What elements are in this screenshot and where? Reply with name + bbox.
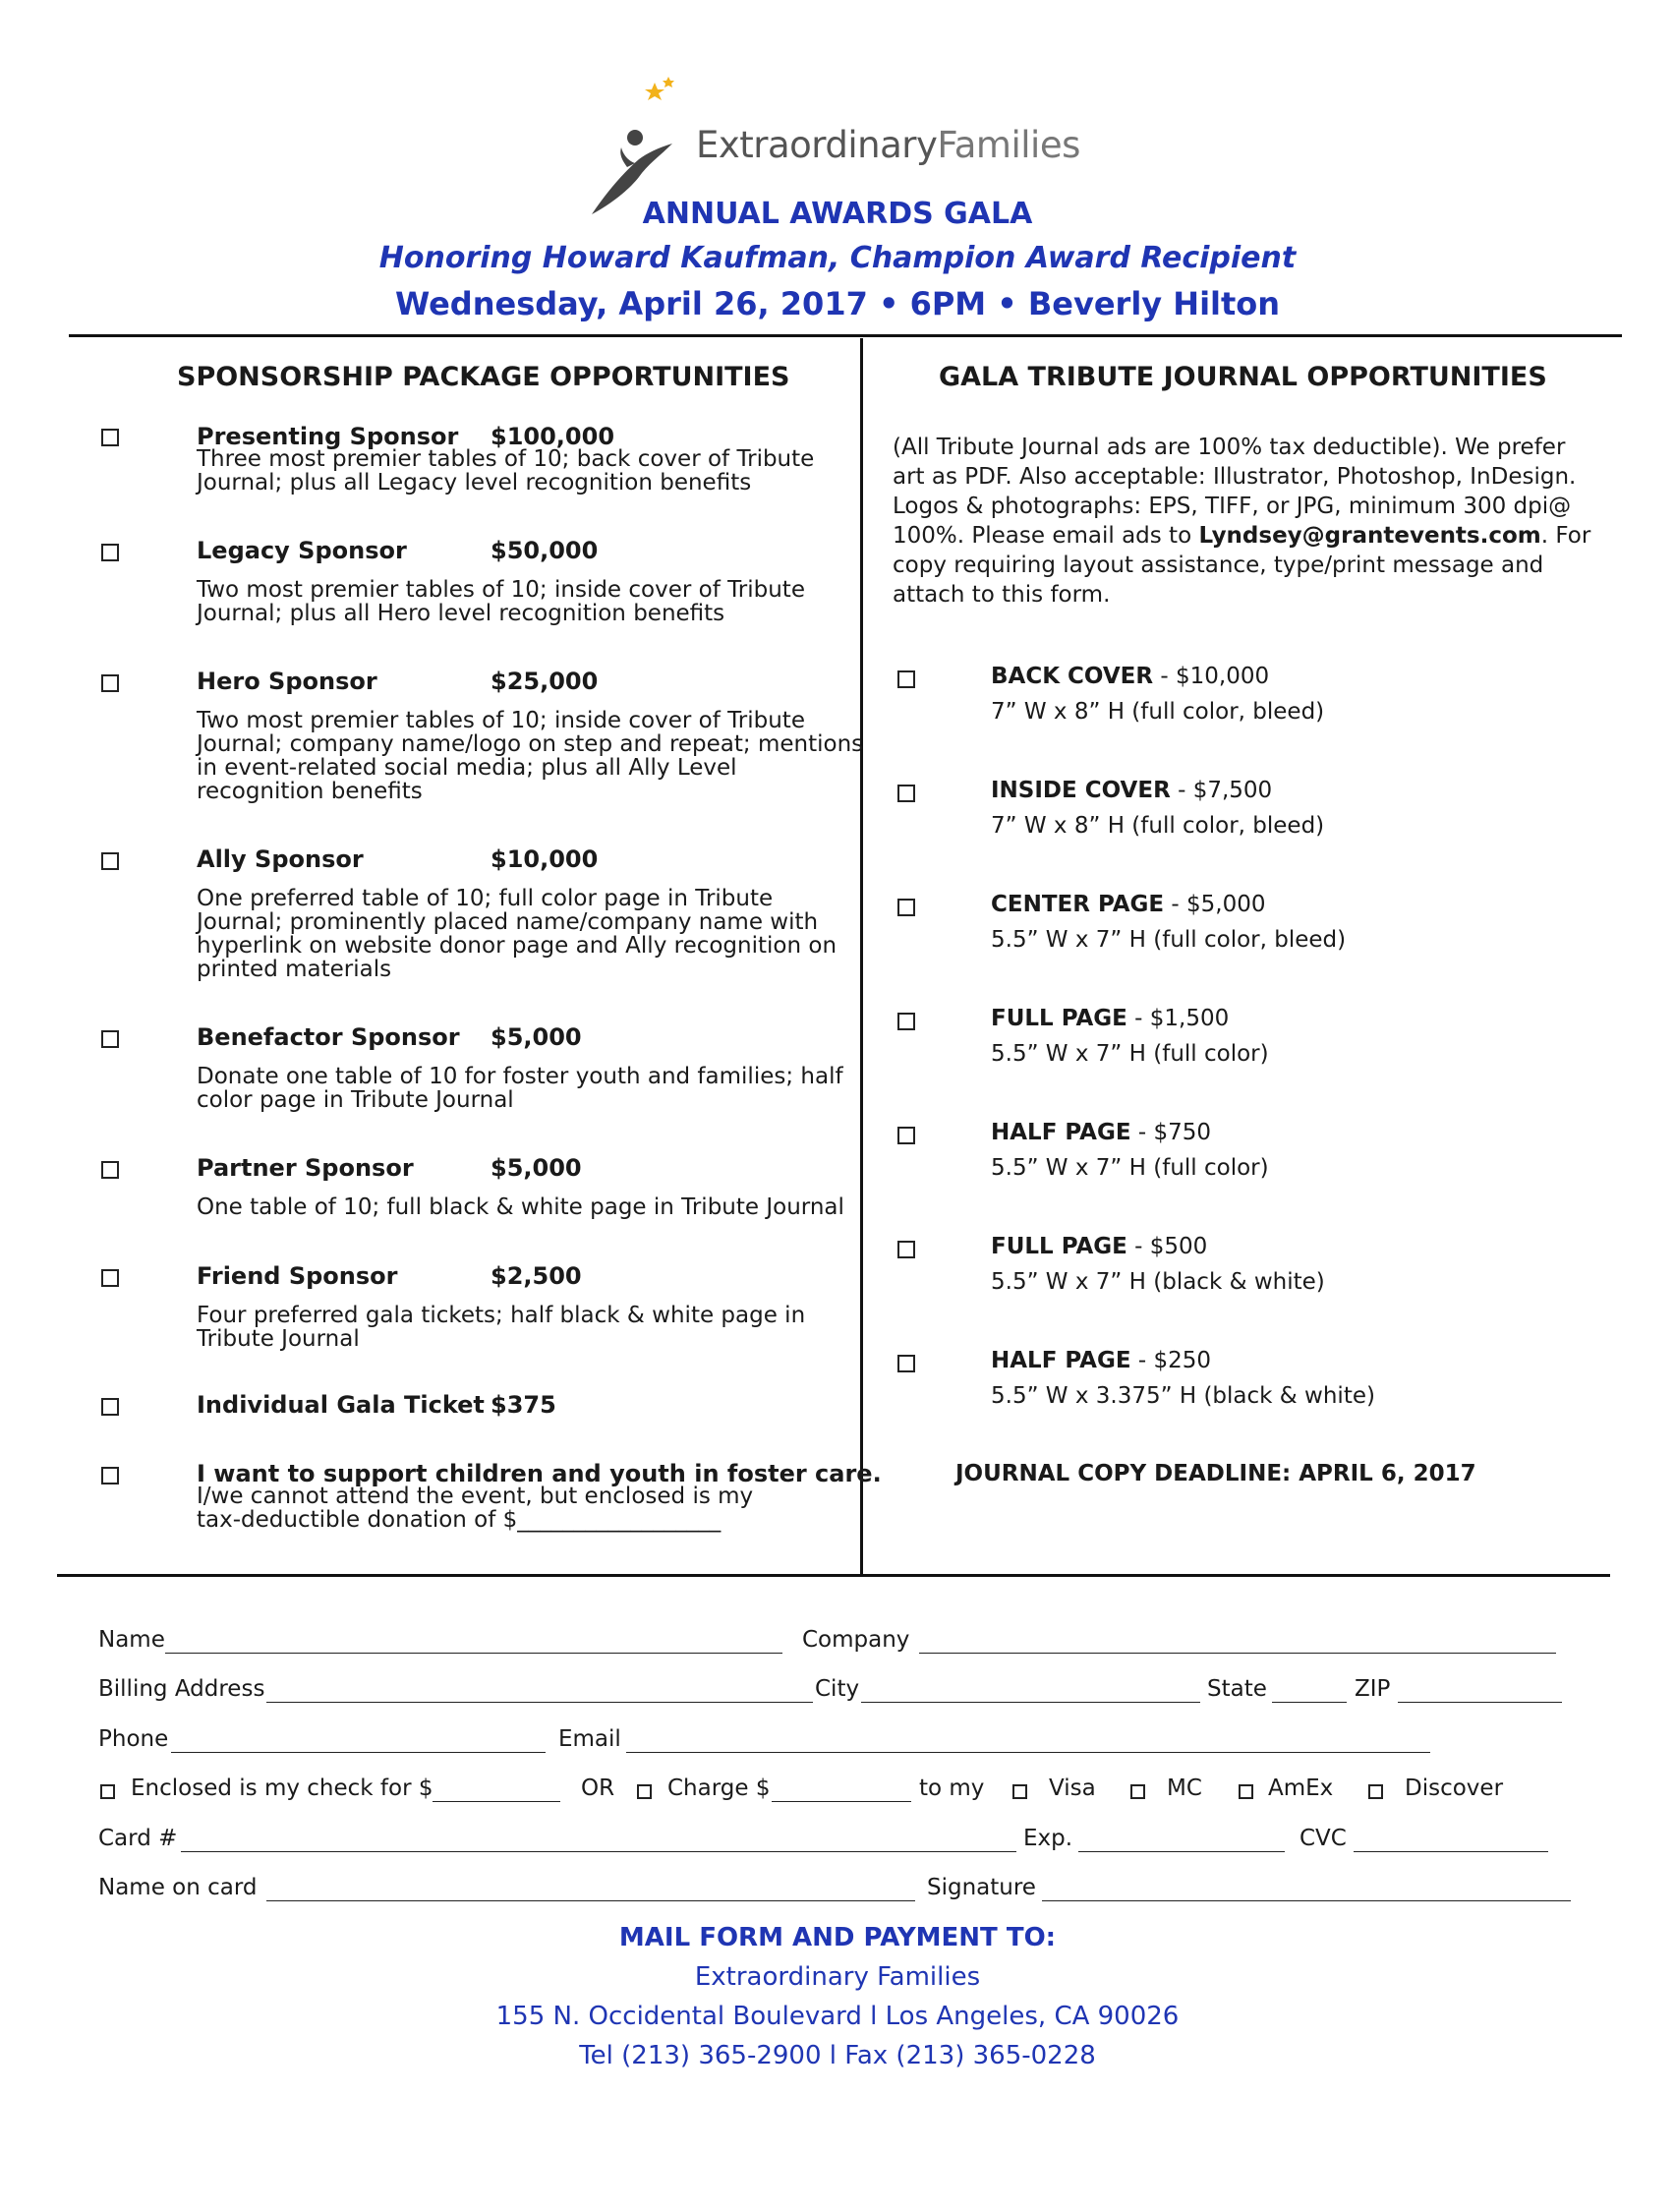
visa-checkbox[interactable] — [1012, 1784, 1027, 1799]
journal-option-size: 5.5” W x 7” H (full color) — [991, 1155, 1269, 1181]
sponsor-price: $25,000 — [491, 668, 599, 695]
billing-address-field[interactable] — [266, 1702, 813, 1703]
state-label: State — [1207, 1676, 1267, 1702]
mail-heading: MAIL FORM AND PAYMENT TO: — [618, 1923, 1057, 1952]
name-field[interactable] — [165, 1653, 782, 1654]
donation-checkbox[interactable] — [101, 1467, 119, 1484]
full-page-color-checkbox[interactable] — [897, 1013, 915, 1030]
sponsor-price: $375 — [491, 1391, 556, 1419]
city-field[interactable] — [861, 1702, 1200, 1703]
journal-option-size: 7” W x 8” H (full color, bleed) — [991, 699, 1325, 725]
journal-option-title: BACK COVER - $10,000 — [991, 664, 1270, 689]
or-label: OR — [581, 1775, 615, 1801]
sponsor-name: Hero Sponsor — [197, 668, 377, 695]
legacy-sponsor-checkbox[interactable] — [101, 544, 119, 561]
journal-option-size: 5.5” W x 7” H (black & white) — [991, 1269, 1325, 1295]
journal-option-size: 5.5” W x 3.375” H (black & white) — [991, 1383, 1375, 1409]
sponsor-price: $50,000 — [491, 537, 599, 564]
charge-label: Charge $ — [667, 1775, 771, 1801]
partner-sponsor-checkbox[interactable] — [101, 1161, 119, 1179]
sponsorship-heading: SPONSORSHIP PACKAGE OPPORTUNITIES — [177, 362, 790, 392]
signature-field[interactable] — [1042, 1900, 1571, 1901]
sponsor-name: Individual Gala Ticket — [197, 1391, 485, 1419]
card-number-field[interactable] — [181, 1851, 1016, 1852]
state-field[interactable] — [1272, 1702, 1347, 1703]
sponsor-price: $5,000 — [491, 1023, 582, 1051]
sponsor-description: Two most premier tables of 10; inside cover of Tribute Journal; plus all Hero level recognition benefits — [197, 577, 805, 626]
sponsor-price: $5,000 — [491, 1154, 582, 1182]
back-cover-checkbox[interactable] — [897, 670, 915, 688]
benefactor-sponsor-checkbox[interactable] — [101, 1030, 119, 1048]
phone-field[interactable] — [171, 1752, 546, 1753]
name-on-card-label: Name on card — [98, 1875, 258, 1900]
sponsor-name: Friend Sponsor — [197, 1262, 398, 1290]
expiration-field[interactable] — [1078, 1851, 1285, 1852]
form-divider — [57, 1574, 1610, 1577]
amex-checkbox[interactable] — [1239, 1784, 1253, 1799]
mc-label: MC — [1167, 1775, 1202, 1801]
journal-option-title: HALF PAGE - $250 — [991, 1348, 1212, 1373]
journal-option-size: 5.5” W x 7” H (full color, bleed) — [991, 927, 1347, 953]
sponsor-price: $100,000 — [491, 423, 615, 450]
billing-address-label: Billing Address — [98, 1676, 265, 1702]
sponsor-name: Legacy Sponsor — [197, 537, 407, 564]
journal-option-size: 5.5” W x 7” H (full color) — [991, 1041, 1269, 1067]
email-field[interactable] — [626, 1752, 1430, 1753]
sponsor-description: Three most premier tables of 10; back cover of Tribute Journal; plus all Legacy level recognition benefits — [197, 446, 815, 495]
journal-option-title: FULL PAGE - $1,500 — [991, 1006, 1230, 1031]
half-page-color-checkbox[interactable] — [897, 1127, 915, 1144]
check-amount-field[interactable] — [433, 1801, 560, 1802]
expiration-label: Exp. — [1023, 1826, 1073, 1851]
donation-line-1: I/we cannot attend the event, but enclosed is my — [197, 1484, 754, 1509]
check-payment-checkbox[interactable] — [100, 1784, 115, 1799]
event-title: ANNUAL AWARDS GALA — [642, 197, 1033, 231]
sponsor-price: $10,000 — [491, 845, 599, 873]
sponsor-description: One preferred table of 10; full color page in Tribute Journal; prominently placed name/company name with hyperlink on website donor page and Ally recognition on printed materials — [197, 886, 838, 982]
journal-intro: (All Tribute Journal ads are 100% tax deductible). We prefer art as PDF. Also acceptable: Illustrator, Photoshop, InDesign. Logos & photographs: EPS, TIFF, or JPG, minimum 300 dpi@ 100%. Please email ads to Lyndsey@grantevents.com. For copy requiring layout assistance, type/print message and attach to this form. — [893, 435, 1591, 608]
name-label: Name — [98, 1627, 165, 1653]
journal-option-title: INSIDE COVER - $7,500 — [991, 778, 1273, 803]
company-label: Company — [802, 1627, 910, 1653]
sponsor-description: Four preferred gala tickets; half black & white page in Tribute Journal — [197, 1303, 806, 1352]
event-honoree: Honoring Howard Kaufman, Champion Award Recipient — [378, 241, 1297, 275]
journal-option-size: 7” W x 8” H (full color, bleed) — [991, 813, 1325, 839]
zip-field[interactable] — [1398, 1702, 1562, 1703]
center-page-checkbox[interactable] — [897, 899, 915, 916]
journal-deadline: JOURNAL COPY DEADLINE: APRIL 6, 2017 — [955, 1461, 1476, 1486]
individual-ticket-checkbox[interactable] — [101, 1398, 119, 1416]
half-page-bw-checkbox[interactable] — [897, 1355, 915, 1372]
mail-organization: Extraordinary Families — [694, 1962, 981, 1992]
friend-sponsor-checkbox[interactable] — [101, 1269, 119, 1287]
sponsor-description: Two most premier tables of 10; inside cover of Tribute Journal; company name/logo on step and repeat; mentions in event-related social media; plus all Ally Level recognition benefits — [197, 708, 864, 804]
to-my-label: to my — [919, 1775, 985, 1801]
sponsor-name: Benefactor Sponsor — [197, 1023, 460, 1051]
sponsor-name: Partner Sponsor — [197, 1154, 414, 1182]
journal-option-title: FULL PAGE - $500 — [991, 1234, 1208, 1259]
cvc-field[interactable] — [1354, 1851, 1548, 1852]
hero-sponsor-checkbox[interactable] — [101, 674, 119, 692]
sponsor-name: Presenting Sponsor — [197, 423, 459, 450]
zip-label: ZIP — [1355, 1676, 1391, 1702]
mail-address: 155 N. Occidental Boulevard l Los Angeles, CA 90026 — [495, 2002, 1180, 2031]
mail-phone-fax: Tel (213) 365-2900 l Fax (213) 365-0228 — [579, 2041, 1096, 2070]
amex-label: AmEx — [1268, 1775, 1334, 1801]
charge-checkbox[interactable] — [637, 1784, 652, 1799]
journal-heading: GALA TRIBUTE JOURNAL OPPORTUNITIES — [939, 362, 1547, 392]
donation-title: I want to support children and youth in foster care. — [197, 1460, 882, 1487]
sponsor-name: Ally Sponsor — [197, 845, 364, 873]
full-page-bw-checkbox[interactable] — [897, 1241, 915, 1258]
mc-checkbox[interactable] — [1130, 1784, 1145, 1799]
phone-label: Phone — [98, 1726, 169, 1752]
top-divider — [69, 334, 1622, 337]
charge-amount-field[interactable] — [772, 1801, 911, 1802]
visa-label: Visa — [1049, 1775, 1096, 1801]
cvc-label: CVC — [1300, 1826, 1347, 1851]
city-label: City — [815, 1676, 860, 1702]
journal-option-title: HALF PAGE - $750 — [991, 1120, 1212, 1145]
discover-label: Discover — [1405, 1775, 1504, 1801]
logo-wordmark: ExtraordinaryFamilies — [696, 124, 1080, 166]
sponsor-description: Donate one table of 10 for foster youth and families; half color page in Tribute Journal — [197, 1064, 843, 1113]
donation-line-2: tax-deductible donation of $__________________ — [197, 1507, 722, 1533]
sponsor-description: One table of 10; full black & white page in Tribute Journal — [197, 1194, 844, 1220]
check-label: Enclosed is my check for $ — [131, 1775, 433, 1801]
company-field[interactable] — [919, 1653, 1556, 1654]
card-number-label: Card # — [98, 1826, 178, 1851]
name-on-card-field[interactable] — [266, 1900, 915, 1901]
journal-option-title: CENTER PAGE - $5,000 — [991, 892, 1266, 917]
presenting-sponsor-checkbox[interactable] — [101, 429, 119, 446]
signature-label: Signature — [927, 1875, 1036, 1900]
sponsor-price: $2,500 — [491, 1262, 582, 1290]
email-label: Email — [558, 1726, 621, 1752]
contact-email: Lyndsey@grantevents.com — [1198, 523, 1541, 549]
inside-cover-checkbox[interactable] — [897, 785, 915, 802]
event-date: Wednesday, April 26, 2017 • 6PM • Beverly Hilton — [394, 285, 1281, 322]
discover-checkbox[interactable] — [1368, 1784, 1383, 1799]
ally-sponsor-checkbox[interactable] — [101, 852, 119, 870]
